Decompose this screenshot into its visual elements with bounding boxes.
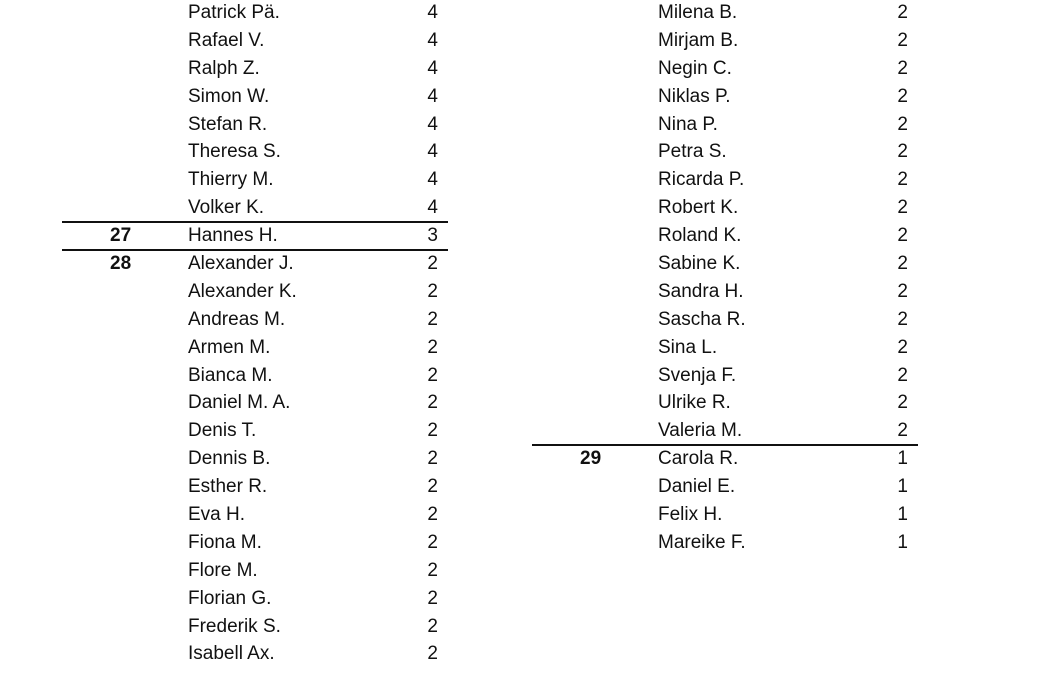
score-value: 2	[897, 420, 908, 442]
score-value: 2	[427, 420, 438, 442]
score-value: 1	[897, 448, 908, 470]
score-value: 2	[897, 2, 908, 23]
score-value: 2	[427, 253, 438, 275]
ranking-row	[62, 251, 448, 279]
participant-name: Florian G.	[188, 587, 272, 609]
ranking-row	[532, 167, 918, 195]
participant-name: Petra S.	[658, 141, 727, 163]
ranking-row	[62, 418, 448, 446]
participant-name: Andreas M.	[188, 308, 286, 330]
ranking-row	[532, 530, 918, 558]
ranking-column-right	[532, 0, 918, 558]
score-value: 4	[427, 169, 438, 191]
ranking-row	[62, 446, 448, 474]
ranking-row	[62, 56, 448, 84]
participant-name: Mirjam B.	[658, 29, 739, 51]
rank-number: 29	[580, 448, 602, 470]
participant-name: Alexander J.	[188, 253, 294, 275]
participant-name: Armen M.	[188, 336, 271, 358]
participant-name: Esther R.	[188, 476, 268, 498]
score-value: 1	[897, 504, 908, 526]
ranking-row	[532, 112, 918, 140]
ranking-row	[62, 279, 448, 307]
participant-name: Ulrike R.	[658, 392, 731, 414]
ranking-row	[62, 586, 448, 614]
ranking-row	[62, 335, 448, 363]
score-value: 2	[427, 531, 438, 553]
ranking-row	[62, 167, 448, 195]
score-value: 2	[897, 308, 908, 330]
participant-name: Svenja F.	[658, 364, 737, 386]
ranking-row	[62, 558, 448, 586]
participant-name: Carola R.	[658, 448, 739, 470]
ranking-row	[532, 502, 918, 530]
score-value: 2	[897, 197, 908, 219]
score-value: 2	[897, 141, 908, 163]
participant-name: Niklas P.	[658, 85, 731, 107]
ranking-row	[532, 139, 918, 167]
score-value: 2	[897, 169, 908, 191]
score-value: 2	[897, 113, 908, 135]
rank-number: 27	[110, 225, 132, 247]
ranking-row	[62, 641, 448, 669]
ranking-row	[532, 363, 918, 391]
score-value: 4	[427, 141, 438, 163]
score-value: 1	[897, 531, 908, 553]
score-value: 4	[427, 197, 438, 219]
ranking-column-left	[62, 0, 448, 669]
participant-name: Volker K.	[188, 197, 265, 219]
score-value: 2	[427, 615, 438, 637]
ranking-row	[62, 474, 448, 502]
ranking-row	[62, 112, 448, 140]
score-value: 4	[427, 85, 438, 107]
participant-name: Flore M.	[188, 559, 258, 581]
score-value: 2	[427, 476, 438, 498]
participant-name: Ricarda P.	[658, 169, 745, 191]
score-value: 2	[897, 336, 908, 358]
participant-name: Simon W.	[188, 85, 270, 107]
participant-name: Negin C.	[658, 57, 732, 79]
score-value: 2	[427, 280, 438, 302]
ranking-row	[62, 139, 448, 167]
participant-name: Frederik S.	[188, 615, 281, 637]
score-value: 2	[897, 392, 908, 414]
score-value: 3	[427, 225, 438, 247]
ranking-row	[62, 363, 448, 391]
ranking-row	[532, 390, 918, 418]
participant-name: Milena B.	[658, 2, 738, 23]
participant-name: Sascha R.	[658, 308, 746, 330]
ranking-row	[532, 446, 918, 474]
ranking-row	[62, 28, 448, 56]
participant-name: Sabine K.	[658, 253, 741, 275]
ranking-row	[532, 28, 918, 56]
score-value: 2	[897, 364, 908, 386]
score-value: 2	[427, 336, 438, 358]
participant-name: Valeria M.	[658, 420, 743, 442]
participant-name: Daniel M. A.	[188, 392, 291, 414]
rank-number: 28	[110, 253, 132, 275]
ranking-row	[532, 279, 918, 307]
participant-name: Theresa S.	[188, 141, 281, 163]
score-value: 4	[427, 2, 438, 23]
ranking-row	[62, 307, 448, 335]
ranking-row	[532, 195, 918, 223]
ranking-row	[62, 223, 448, 251]
score-value: 2	[897, 253, 908, 275]
participant-name: Sina L.	[658, 336, 718, 358]
score-value: 4	[427, 113, 438, 135]
score-value: 2	[427, 587, 438, 609]
ranking-row	[62, 390, 448, 418]
ranking-row	[62, 502, 448, 530]
score-value: 2	[427, 504, 438, 526]
score-value: 4	[427, 57, 438, 79]
participant-name: Rafael V.	[188, 29, 265, 51]
score-value: 2	[427, 364, 438, 386]
participant-name: Daniel E.	[658, 476, 736, 498]
score-value: 2	[897, 280, 908, 302]
score-value: 2	[897, 225, 908, 247]
score-value: 2	[427, 392, 438, 414]
participant-name: Mareike F.	[658, 531, 746, 553]
score-value: 1	[897, 476, 908, 498]
participant-name: Dennis B.	[188, 448, 271, 470]
participant-name: Isabell Ax.	[188, 643, 275, 665]
participant-name: Robert K.	[658, 197, 739, 219]
ranking-row	[532, 418, 918, 446]
participant-name: Ralph Z.	[188, 57, 260, 79]
participant-name: Felix H.	[658, 504, 723, 526]
participant-name: Nina P.	[658, 113, 718, 135]
ranking-row	[532, 84, 918, 112]
participant-name: Denis T.	[188, 420, 257, 442]
participant-name: Alexander K.	[188, 280, 297, 302]
ranking-row	[62, 0, 448, 28]
score-value: 4	[427, 29, 438, 51]
score-value: 2	[897, 57, 908, 79]
participant-name: Hannes H.	[188, 225, 278, 247]
ranking-row	[532, 474, 918, 502]
participant-name: Roland K.	[658, 225, 742, 247]
score-value: 2	[427, 559, 438, 581]
ranking-row	[532, 223, 918, 251]
participant-name: Thierry M.	[188, 169, 274, 191]
ranking-row	[62, 530, 448, 558]
ranking-row	[62, 84, 448, 112]
ranking-row	[532, 335, 918, 363]
ranking-row	[532, 307, 918, 335]
participant-name: Eva H.	[188, 504, 246, 526]
score-value: 2	[897, 85, 908, 107]
ranking-row	[62, 195, 448, 223]
participant-name: Bianca M.	[188, 364, 273, 386]
ranking-row	[532, 251, 918, 279]
ranking-row	[532, 0, 918, 28]
score-value: 2	[427, 448, 438, 470]
score-value: 2	[897, 29, 908, 51]
score-value: 2	[427, 643, 438, 665]
participant-name: Fiona M.	[188, 531, 262, 553]
participant-name: Stefan R.	[188, 113, 268, 135]
ranking-row	[62, 614, 448, 642]
ranking-row	[532, 56, 918, 84]
participant-name: Patrick Pä.	[188, 2, 280, 23]
participant-name: Sandra H.	[658, 280, 744, 302]
score-value: 2	[427, 308, 438, 330]
